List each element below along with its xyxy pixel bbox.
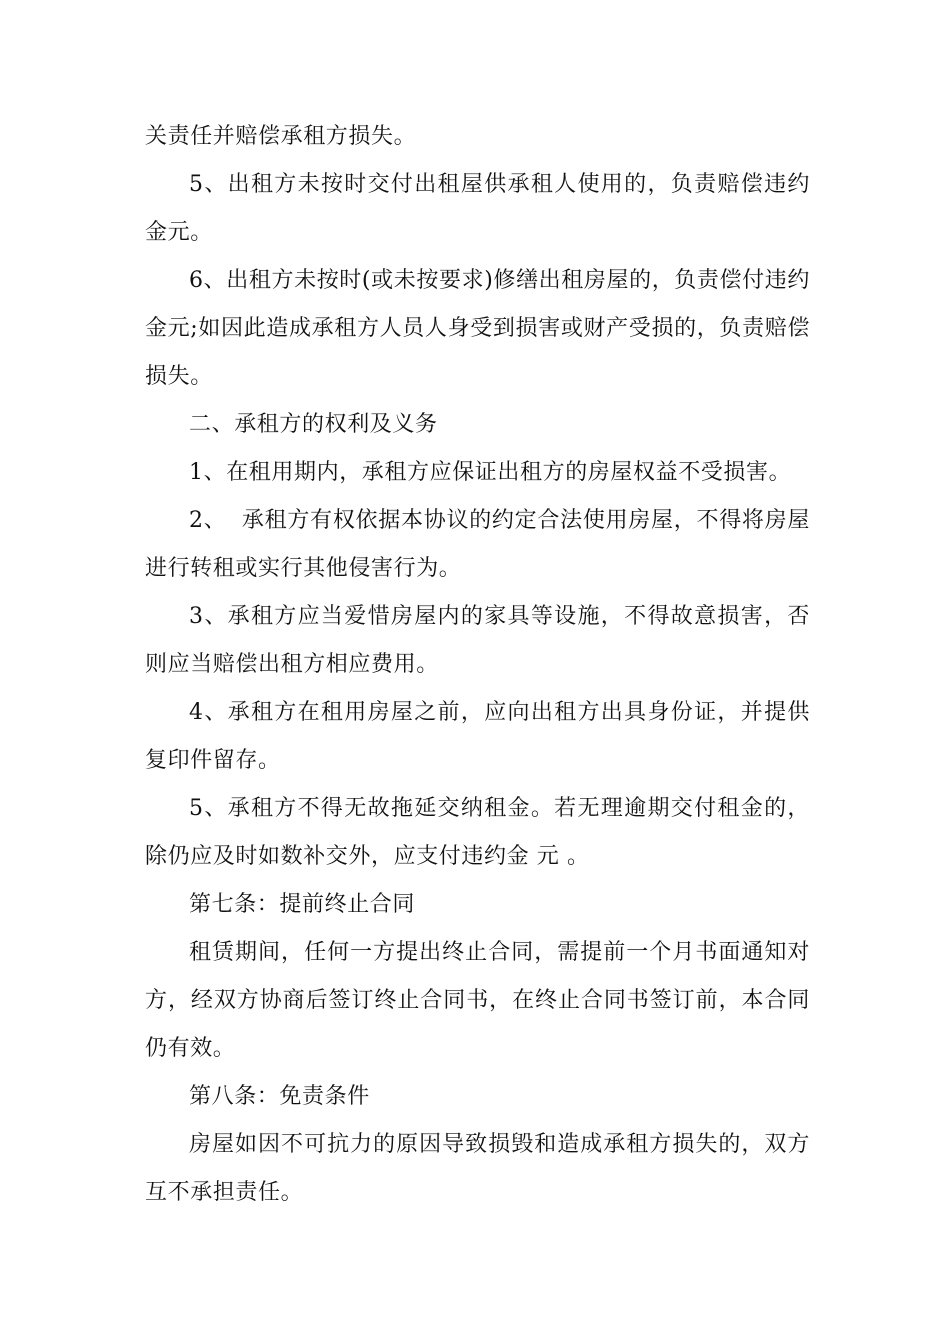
paragraph-liability-continuation: 关责任并赔偿承租方损失。 [145, 124, 417, 149]
paragraph-lessee-id-card: 4、承租方在租用房屋之前，应向出租方出具身份证，并提供复印件留存。 [145, 700, 810, 773]
article-heading-exemption: 第八条：免责条件 [189, 1084, 370, 1109]
paragraph-lessor-repair-failure: 6、出租方未按时(或未按要求)修缮出租房屋的，负责偿付违约金元;如因此造成承租方人员人身受到损害或财产受损的，负责赔偿损失。 [145, 268, 810, 389]
paragraph-force-majeure: 房屋如因不可抗力的原因导致损毁和造成承租方损失的，双方互不承担责任。 [145, 1132, 810, 1205]
paragraph-lessee-protect-rights: 1、在租用期内，承租方应保证出租方的房屋权益不受损害。 [189, 460, 792, 485]
section-heading-lessee-rights: 二、承租方的权利及义务 [189, 412, 438, 437]
paragraph-lessee-rent-payment: 5、承租方不得无故拖延交纳租金。若无理逾期交付租金的，除仍应及时如数补交外，应支付违约金 元 。 [145, 796, 810, 869]
document-body [145, 113, 810, 1217]
paragraph-lessee-lawful-use: 2、 承租方有权依据本协议的约定合法使用房屋，不得将房屋进行转租或实行其他侵害行为。 [145, 508, 810, 581]
paragraph-early-termination: 租赁期间，任何一方提出终止合同，需提前一个月书面通知对方，经双方协商后签订终止合同书，在终止合同书签订前，本合同仍有效。 [145, 940, 810, 1061]
article-heading-early-termination: 第七条：提前终止合同 [189, 892, 416, 917]
paragraph-lessee-furniture-care: 3、承租方应当爱惜房屋内的家具等设施，不得故意损害，否则应当赔偿出租方相应费用。 [145, 604, 810, 677]
paragraph-lessor-late-delivery: 5、出租方未按时交付出租屋供承租人使用的，负责赔偿违约金元。 [145, 172, 810, 245]
